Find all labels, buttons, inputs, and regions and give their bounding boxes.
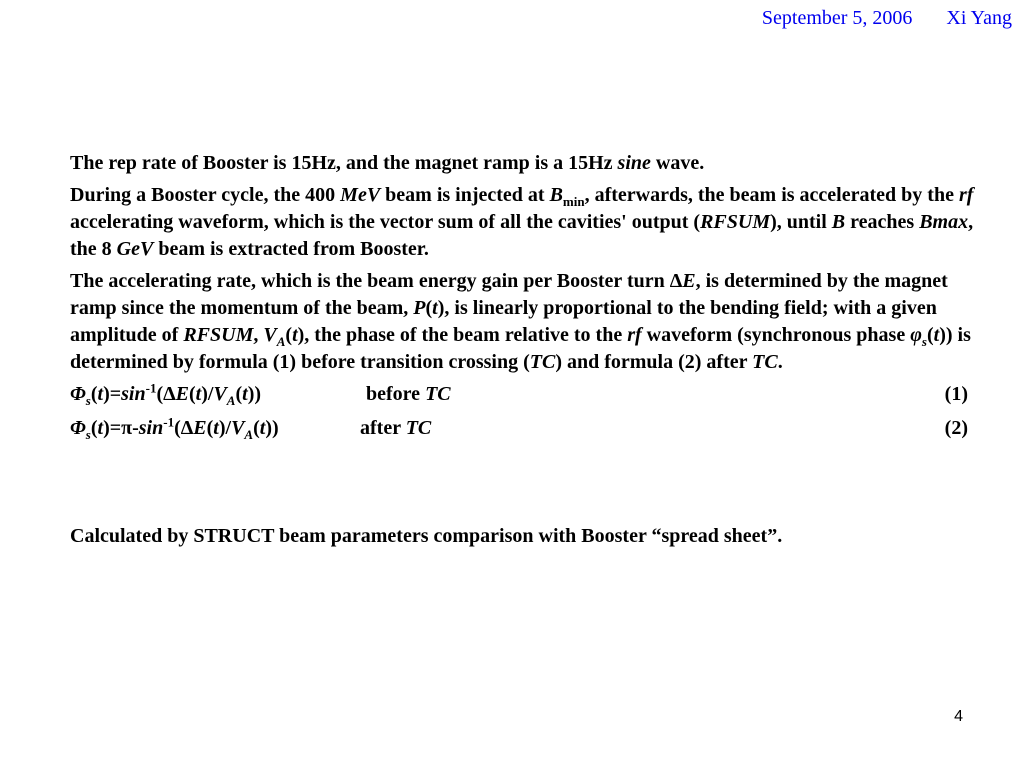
formula-1 [70, 381, 980, 408]
page-number: 4 [954, 708, 963, 725]
formula-2 [70, 415, 980, 442]
slide-body [70, 150, 980, 555]
formula-2-expression: $\Phi_s(t)=\pi-\sin^{-1}(\Delta E(t)/V_A(t))$ [70, 414, 279, 442]
paragraph-accelerating-rate: The accelerating rate, which is the beam energy gain per Booster turn ΔE, is determined by the magnet ramp since the momentum of the beam, P(t), is linearly proportional to the bending field; with a given amplitude of RFSUM, $V_A(t)$, the phase of the beam relative to the rf waveform (synchronous phase $\varphi_s(t)$) is determined by formula (1) before transition crossing (TC) and formula (2) after TC. [70, 270, 971, 373]
formula-1-label: before TC [366, 383, 451, 405]
formula-1-number: (1) [944, 383, 968, 405]
paragraph-rep-rate: The rep rate of Booster is 15Hz, and the magnet ramp is a 15Hz sine wave. [70, 152, 705, 174]
header-author: Xi Yang [946, 7, 1012, 29]
formula-2-label: after TC [360, 417, 432, 439]
slide-header [762, 7, 1012, 30]
paragraph-closing: Calculated by STRUCT beam parameters comparison with Booster “spread sheet”. [70, 525, 783, 547]
header-date: September 5, 2006 [761, 7, 913, 29]
formula-2-number: (2) [944, 417, 968, 439]
paragraph-booster-cycle: During a Booster cycle, the 400 MeV beam is injected at $B_{min}$, afterwards, the beam is accelerated by the rf accelerating waveform, which is the vector sum of all the cavities' output (RFSUM), until B reaches Bmax, the 8 GeV beam is extracted from Booster. [70, 184, 974, 260]
formula-1-expression: $\Phi_s(t)=\sin^{-1}(\Delta E(t)/V_A(t))$ [70, 380, 262, 408]
